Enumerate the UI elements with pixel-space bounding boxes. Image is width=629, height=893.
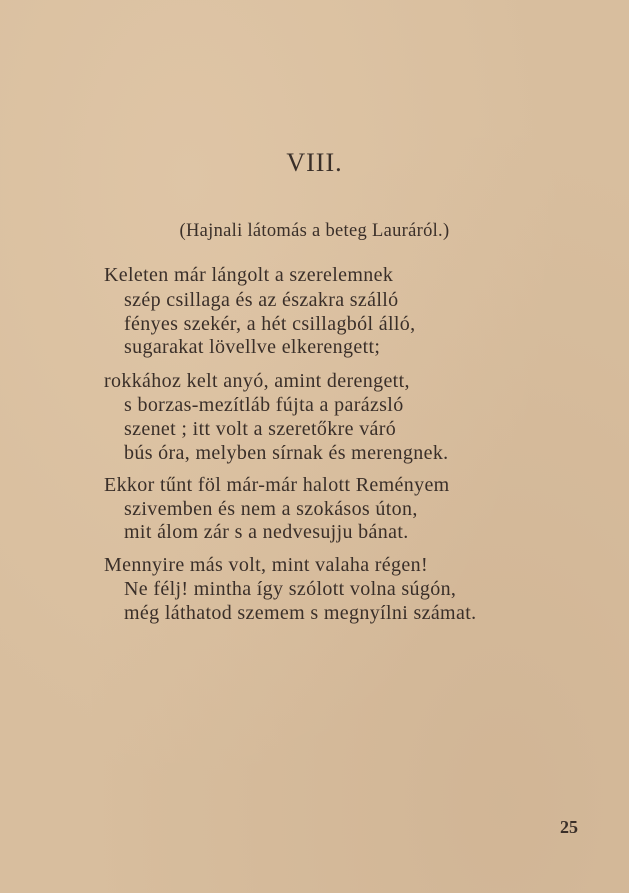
poem-line: s borzas-mezítláb fújta a parázsló bbox=[124, 394, 404, 416]
poem-line: mit álom zár s a nedvesujju bánat. bbox=[124, 521, 409, 543]
poem-line: Mennyire más volt, mint valaha régen! bbox=[104, 554, 428, 576]
poem-line: szivemben és nem a szokásos úton, bbox=[124, 498, 418, 520]
poem-line: Keleten már lángolt a szerelemnek bbox=[104, 264, 394, 286]
poem-line: fényes szekér, a hét csillagból álló, bbox=[124, 313, 416, 335]
poem-line: Ne félj! mintha így szólott volna súgón, bbox=[124, 578, 457, 600]
poem-line: rokkához kelt anyó, amint derengett, bbox=[104, 370, 410, 392]
page-number: 25 bbox=[560, 817, 578, 837]
poem-line: Ekkor tűnt föl már-már halott Reményem bbox=[104, 474, 450, 496]
poem-line: még láthatod szemem s megnyílni számat. bbox=[124, 602, 477, 624]
poem-line: sugarakat lövellve elkerengett; bbox=[124, 336, 381, 358]
poem-line: szenet ; itt volt a szeretőkre váró bbox=[124, 418, 397, 440]
poem-subtitle: (Hajnali látomás a beteg Lauráról.) bbox=[179, 221, 450, 241]
chapter-heading: VIII. bbox=[286, 148, 343, 177]
poem-line: szép csillaga és az északra szálló bbox=[124, 289, 399, 311]
poem-line: bús óra, melyben sírnak és merengnek. bbox=[124, 442, 449, 464]
